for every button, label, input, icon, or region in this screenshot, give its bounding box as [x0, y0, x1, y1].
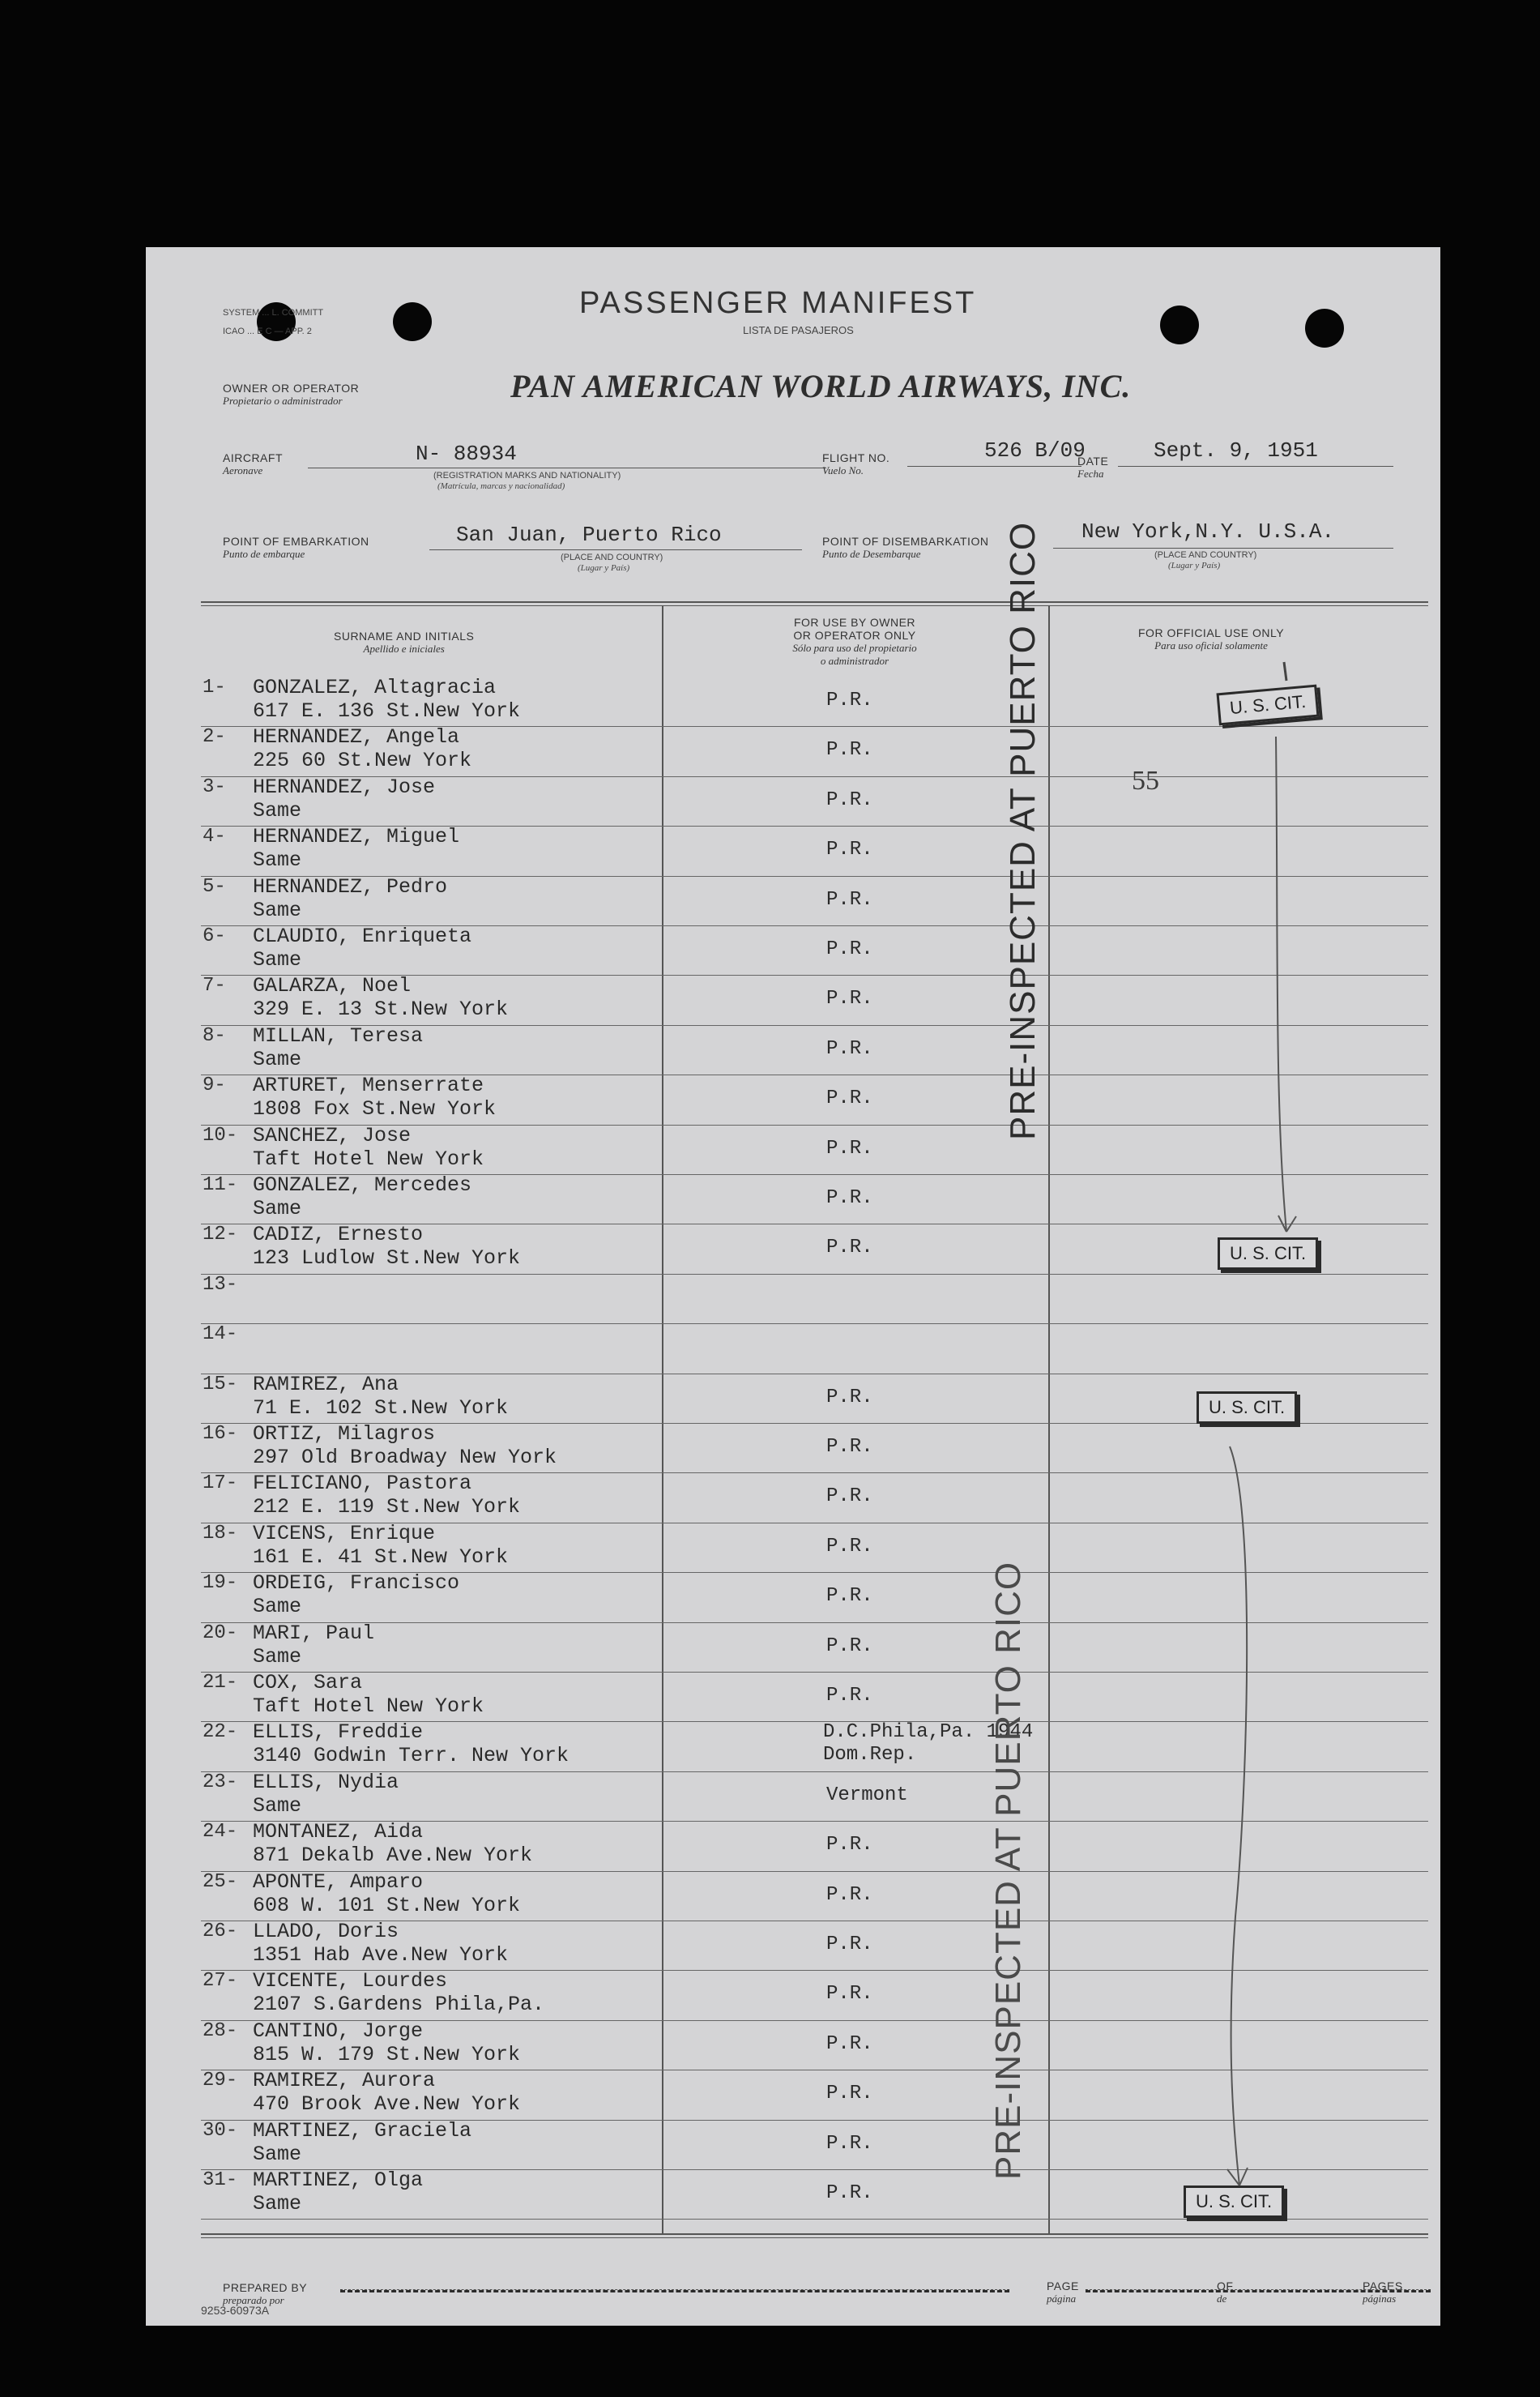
disembarkation-value: New York,N.Y. U.S.A. — [1081, 519, 1335, 544]
row-divider — [201, 1274, 1428, 1275]
row-number: 11- — [203, 1174, 238, 1196]
row-divider — [201, 1672, 1428, 1673]
page-label — [1047, 2280, 1079, 2305]
table-row — [146, 2118, 1440, 2171]
page-title-es: LISTA DE PASAJEROS — [743, 324, 854, 336]
passenger-name: APONTE, Amparo — [253, 1869, 424, 1894]
embarkation-caption: (PLACE AND COUNTRY) — [561, 553, 663, 562]
owner-label-en: OWNER OR OPERATOR — [223, 382, 360, 395]
table-row — [146, 927, 1440, 976]
col-header-owner-es2: o administrador — [820, 655, 889, 667]
table-row — [146, 1770, 1440, 1822]
row-number: 6- — [203, 925, 226, 947]
passenger-name: HERNANDEZ, Angela — [253, 725, 460, 750]
passenger-address: 2107 S.Gardens Phila,Pa. — [253, 1993, 545, 2017]
row-number: 20- — [203, 1622, 238, 1644]
passenger-name: CLAUDIO, Enriqueta — [253, 925, 472, 948]
disembarkation-label-es: Punto de Desembarque — [822, 548, 921, 560]
official-note: 55 — [1132, 766, 1159, 796]
table-row — [146, 1969, 1440, 2021]
table-row — [146, 1869, 1440, 1922]
row-number: 1- — [203, 677, 226, 699]
owner-use-value: P.R. — [826, 1436, 873, 1458]
col-header-owner — [713, 616, 996, 668]
passenger-address: 617 E. 136 St.New York — [253, 699, 521, 723]
disembarkation-caption-es: (Lugar y País) — [1168, 561, 1221, 570]
passenger-address: 212 E. 119 St.New York — [253, 1495, 521, 1519]
committee-stamp-line1: SYSTEM ... L. COMMITT — [223, 308, 324, 318]
flight-label-es: Vuelo No. — [822, 464, 864, 476]
passenger-address: 1351 Hab Ave.New York — [253, 1943, 509, 1967]
passenger-name: MILLAN, Teresa — [253, 1023, 424, 1048]
passenger-address: 329 E. 13 St.New York — [253, 998, 509, 1022]
col-header-owner-l1: FOR USE BY OWNER — [793, 616, 916, 629]
owner-use-value: P.R. — [826, 739, 873, 762]
passenger-name: HERNANDEZ, Miguel — [253, 825, 460, 849]
row-divider — [201, 2219, 1428, 2220]
col-header-owner-l2: OR OPERATOR ONLY — [793, 629, 916, 642]
passenger-name: FELICIANO, Pastora — [253, 1472, 472, 1496]
row-number: 29- — [203, 2070, 238, 2092]
passenger-name: VICENTE, Lourdes — [253, 1969, 448, 1993]
col-header-surname — [334, 630, 474, 656]
owner-use-value: P.R. — [826, 788, 873, 811]
row-number: 12- — [203, 1224, 238, 1246]
passenger-name: LLADO, Doris — [253, 1920, 399, 1943]
pre-inspected-stamp-2: PRE-INSPECTED AT PUERTO RICO — [988, 1561, 1028, 2180]
aircraft-label — [223, 451, 283, 477]
table-row — [146, 1123, 1440, 1176]
table-row — [146, 1422, 1440, 1474]
passenger-name: VICENS, Enrique — [253, 1521, 436, 1545]
us-citizen-stamp-3: U. S. CIT. — [1197, 1391, 1297, 1424]
row-number: 16- — [203, 1423, 238, 1445]
passenger-name: HERNANDEZ, Pedro — [253, 874, 448, 899]
passenger-address: Same — [253, 1793, 302, 1818]
passenger-address: Same — [253, 1197, 302, 1220]
owner-use-value: P.R. — [826, 1386, 873, 1408]
page-label-en: PAGE — [1047, 2280, 1079, 2292]
table-row — [146, 1521, 1440, 1574]
aircraft-label-en: AIRCRAFT — [223, 451, 283, 464]
passenger-name: ELLIS, Freddie — [253, 1720, 424, 1745]
table-row — [146, 1023, 1440, 1076]
table-row — [146, 874, 1440, 927]
punch-hole-4 — [1305, 309, 1344, 348]
disembarkation-label — [822, 535, 988, 561]
aircraft-caption-es: (Matrícula, marcas y nacionalidad) — [437, 481, 565, 491]
row-number: 24- — [203, 1821, 238, 1844]
passenger-name: MARTINEZ, Olga — [253, 2168, 424, 2192]
passenger-address: Same — [253, 2192, 302, 2215]
owner-use-value: P.R. — [826, 1585, 873, 1608]
passenger-address: Taft Hotel New York — [253, 1147, 484, 1171]
date-label-es: Fecha — [1077, 468, 1104, 480]
passenger-name: ORDEIG, Francisco — [253, 1571, 460, 1596]
row-number: 21- — [203, 1672, 238, 1694]
embarkation-label-en: POINT OF EMBARKATION — [223, 535, 369, 548]
row-number: 15- — [203, 1373, 238, 1395]
aircraft-value: N- 88934 — [416, 442, 517, 466]
passenger-address: 1808 Fox St.New York — [253, 1097, 497, 1122]
owner-use-value: P.R. — [826, 1485, 873, 1508]
row-number: 19- — [203, 1572, 238, 1595]
owner-label-es: Propietario o administrador — [223, 395, 343, 407]
row-divider — [201, 1323, 1428, 1324]
owner-use-value: P.R. — [826, 1685, 873, 1707]
passenger-address: Same — [253, 798, 302, 822]
date-label-en: DATE — [1077, 455, 1109, 468]
passenger-address: 161 E. 41 St.New York — [253, 1545, 509, 1569]
col-header-surname-en: SURNAME AND INITIALS — [334, 630, 475, 643]
page-title: PASSENGER MANIFEST — [579, 286, 977, 320]
of-label-es: de — [1217, 2292, 1227, 2305]
row-number: 30- — [203, 2119, 238, 2142]
row-number: 7- — [203, 975, 226, 998]
passenger-name: GALARZA, Noel — [253, 974, 412, 998]
passenger-name: RAMIREZ, Ana — [253, 1372, 399, 1396]
owner-use-value: P.R. — [826, 1187, 873, 1209]
pages-label-es: páginas — [1363, 2292, 1397, 2305]
row-number: 4- — [203, 826, 226, 848]
passenger-name: MARI, Paul — [253, 1621, 375, 1645]
col-header-owner-es1: Sólo para uso del propietario — [792, 642, 917, 654]
passenger-name: RAMIREZ, Aurora — [253, 2069, 436, 2093]
table-row — [146, 1076, 1440, 1126]
row-number: 27- — [203, 1970, 238, 1993]
passenger-name: CANTINO, Jorge — [253, 2019, 424, 2043]
owner-use-value: P.R. — [826, 1983, 873, 2006]
embarkation-label-es: Punto de embarque — [223, 548, 305, 560]
us-citizen-stamp-1: U. S. CIT. — [1216, 685, 1319, 726]
embarkation-label — [223, 535, 369, 561]
passenger-address: Same — [253, 848, 302, 873]
col-header-official-es: Para uso oficial solamente — [1154, 639, 1268, 652]
owner-use-value: D.C.Phila,Pa. 1944 — [823, 1721, 1034, 1744]
table-row — [146, 1571, 1440, 1623]
passenger-name: CADIZ, Ernesto — [253, 1223, 424, 1247]
owner-use-value: P.R. — [826, 2182, 873, 2204]
owner-use-value-2: Dom.Rep. — [823, 1744, 917, 1767]
flight-label — [822, 451, 889, 477]
row-divider — [201, 1622, 1428, 1623]
owner-use-value: P.R. — [826, 839, 873, 861]
row-number: 9- — [203, 1075, 226, 1097]
table-row — [146, 827, 1440, 877]
row-number: 8- — [203, 1024, 226, 1047]
passenger-name: SANCHEZ, Jose — [253, 1123, 412, 1147]
owner-use-value: P.R. — [826, 1087, 873, 1110]
table-row — [146, 1173, 1440, 1225]
passenger-address: 470 Brook Ave.New York — [253, 2092, 521, 2117]
table-row — [146, 1325, 1440, 1374]
punch-hole-2 — [393, 302, 432, 341]
row-number: 25- — [203, 1870, 238, 1893]
passenger-address: 123 Ludlow St.New York — [253, 1246, 521, 1271]
owner-use-value: P.R. — [826, 938, 873, 960]
pages-label-en: PAGES — [1363, 2280, 1403, 2292]
embarkation-value: San Juan, Puerto Rico — [456, 523, 722, 547]
owner-use-value: P.R. — [826, 1037, 873, 1060]
passenger-name: MONTANEZ, Aida — [253, 1820, 424, 1844]
passenger-name: ARTURET, Menserrate — [253, 1074, 484, 1098]
col-header-official-en: FOR OFFICIAL USE ONLY — [1138, 626, 1285, 639]
passenger-address: Same — [253, 1644, 302, 1668]
committee-stamp-line2: ICAO ... E C — APP. 2 — [223, 327, 312, 336]
us-citizen-stamp-2: U. S. CIT. — [1218, 1237, 1318, 1270]
passenger-address: 297 Old Broadway New York — [253, 1446, 557, 1469]
date-label — [1077, 455, 1108, 481]
passenger-name: HERNANDEZ, Jose — [253, 775, 436, 799]
owner-use-value: P.R. — [826, 1237, 873, 1259]
passenger-address: Taft Hotel New York — [253, 1694, 484, 1718]
row-number: 13- — [203, 1273, 238, 1296]
table-row — [146, 775, 1440, 827]
row-number: 5- — [203, 875, 226, 898]
passenger-address: 608 W. 101 St.New York — [253, 1893, 521, 1917]
table-row — [146, 1822, 1440, 1872]
table-row — [146, 1621, 1440, 1673]
aircraft-label-es: Aeronave — [223, 464, 263, 476]
col-header-official — [1138, 626, 1284, 652]
table-row — [146, 1673, 1440, 1723]
row-number: 26- — [203, 1921, 238, 1942]
aircraft-caption: (REGISTRATION MARKS AND NATIONALITY) — [433, 471, 621, 481]
passenger-name: GONZALEZ, Altagracia — [253, 676, 497, 699]
table-row — [146, 1474, 1440, 1523]
passenger-address: Same — [253, 898, 302, 922]
owner-use-value: P.R. — [826, 690, 873, 711]
owner-use-value: P.R. — [826, 2083, 873, 2105]
owner-use-value: P.R. — [826, 988, 873, 1010]
passenger-name: ELLIS, Nydia — [253, 1770, 399, 1794]
passenger-address: 71 E. 102 St.New York — [253, 1395, 509, 1420]
table-row — [146, 725, 1440, 777]
passenger-name: GONZALEZ, Mercedes — [253, 1173, 472, 1197]
table-row — [146, 1275, 1440, 1325]
owner-use-value: P.R. — [826, 888, 873, 911]
manifest-sheet — [146, 247, 1440, 2326]
row-number: 14- — [203, 1323, 238, 1346]
row-number: 3- — [203, 776, 226, 798]
owner-use-value: Vermont — [826, 1784, 908, 1806]
table-row — [146, 1720, 1440, 1772]
us-citizen-stamp-4: U. S. CIT. — [1184, 2186, 1284, 2218]
passenger-address: Same — [253, 1595, 302, 1619]
page-label-es: página — [1047, 2292, 1077, 2305]
prepared-by-label-es: preparado por — [223, 2294, 284, 2306]
passenger-address: 3140 Godwin Terr. New York — [253, 1744, 570, 1768]
pages-label — [1363, 2280, 1403, 2305]
owner-label — [223, 382, 359, 408]
row-number: 28- — [203, 2019, 238, 2042]
col-header-surname-es: Apellido e iniciales — [363, 643, 445, 655]
disembarkation-label-en: POINT OF DISEMBARKATION — [822, 535, 989, 548]
operator-name: PAN AMERICAN WORLD AIRWAYS, INC. — [510, 368, 1132, 404]
row-number: 31- — [203, 2169, 238, 2191]
passenger-name: ORTIZ, Milagros — [253, 1422, 436, 1446]
flight-label-en: FLIGHT NO. — [822, 451, 890, 464]
pre-inspected-stamp-1: PRE-INSPECTED AT PUERTO RICO — [1003, 521, 1043, 1140]
flight-value: 526 B/09 — [984, 438, 1086, 463]
owner-use-value: P.R. — [826, 1535, 873, 1557]
table-row — [146, 976, 1440, 1026]
owner-use-value: P.R. — [826, 2032, 873, 2055]
owner-use-value: P.R. — [826, 1834, 873, 1856]
embarkation-caption-es: (Lugar y País) — [578, 563, 630, 573]
row-number: 2- — [203, 726, 226, 749]
row-number: 18- — [203, 1522, 238, 1545]
passenger-address: 225 60 St.New York — [253, 749, 472, 773]
owner-use-value: P.R. — [826, 1933, 873, 1955]
passenger-address: 871 Dekalb Ave.New York — [253, 1844, 533, 1868]
form-number: 9253-60973A — [201, 2304, 270, 2317]
passenger-name: COX, Sara — [253, 1671, 363, 1694]
table-row — [146, 2019, 1440, 2071]
row-number: 10- — [203, 1124, 238, 1147]
date-value: Sept. 9, 1951 — [1154, 438, 1318, 463]
disembarkation-caption: (PLACE AND COUNTRY) — [1154, 550, 1257, 560]
passenger-name: MARTINEZ, Graciela — [253, 2118, 472, 2143]
owner-use-value: P.R. — [826, 2132, 873, 2155]
owner-use-value: P.R. — [826, 1137, 873, 1160]
prepared-by-label-en: PREPARED BY — [223, 2281, 308, 2294]
owner-use-value: P.R. — [826, 1883, 873, 1906]
owner-use-value: P.R. — [826, 1634, 873, 1657]
passenger-address: Same — [253, 948, 302, 972]
of-label-en: OF — [1217, 2280, 1234, 2292]
passenger-address: Same — [253, 1047, 302, 1071]
row-number: 23- — [203, 1771, 238, 1793]
row-number: 17- — [203, 1472, 238, 1495]
table-row — [146, 1922, 1440, 1972]
row-number: 22- — [203, 1721, 238, 1744]
punch-hole-3 — [1160, 306, 1199, 344]
table-row — [146, 2071, 1440, 2121]
of-label — [1217, 2280, 1233, 2305]
passenger-address: 815 W. 179 St.New York — [253, 2042, 521, 2066]
passenger-address: Same — [253, 2142, 302, 2166]
